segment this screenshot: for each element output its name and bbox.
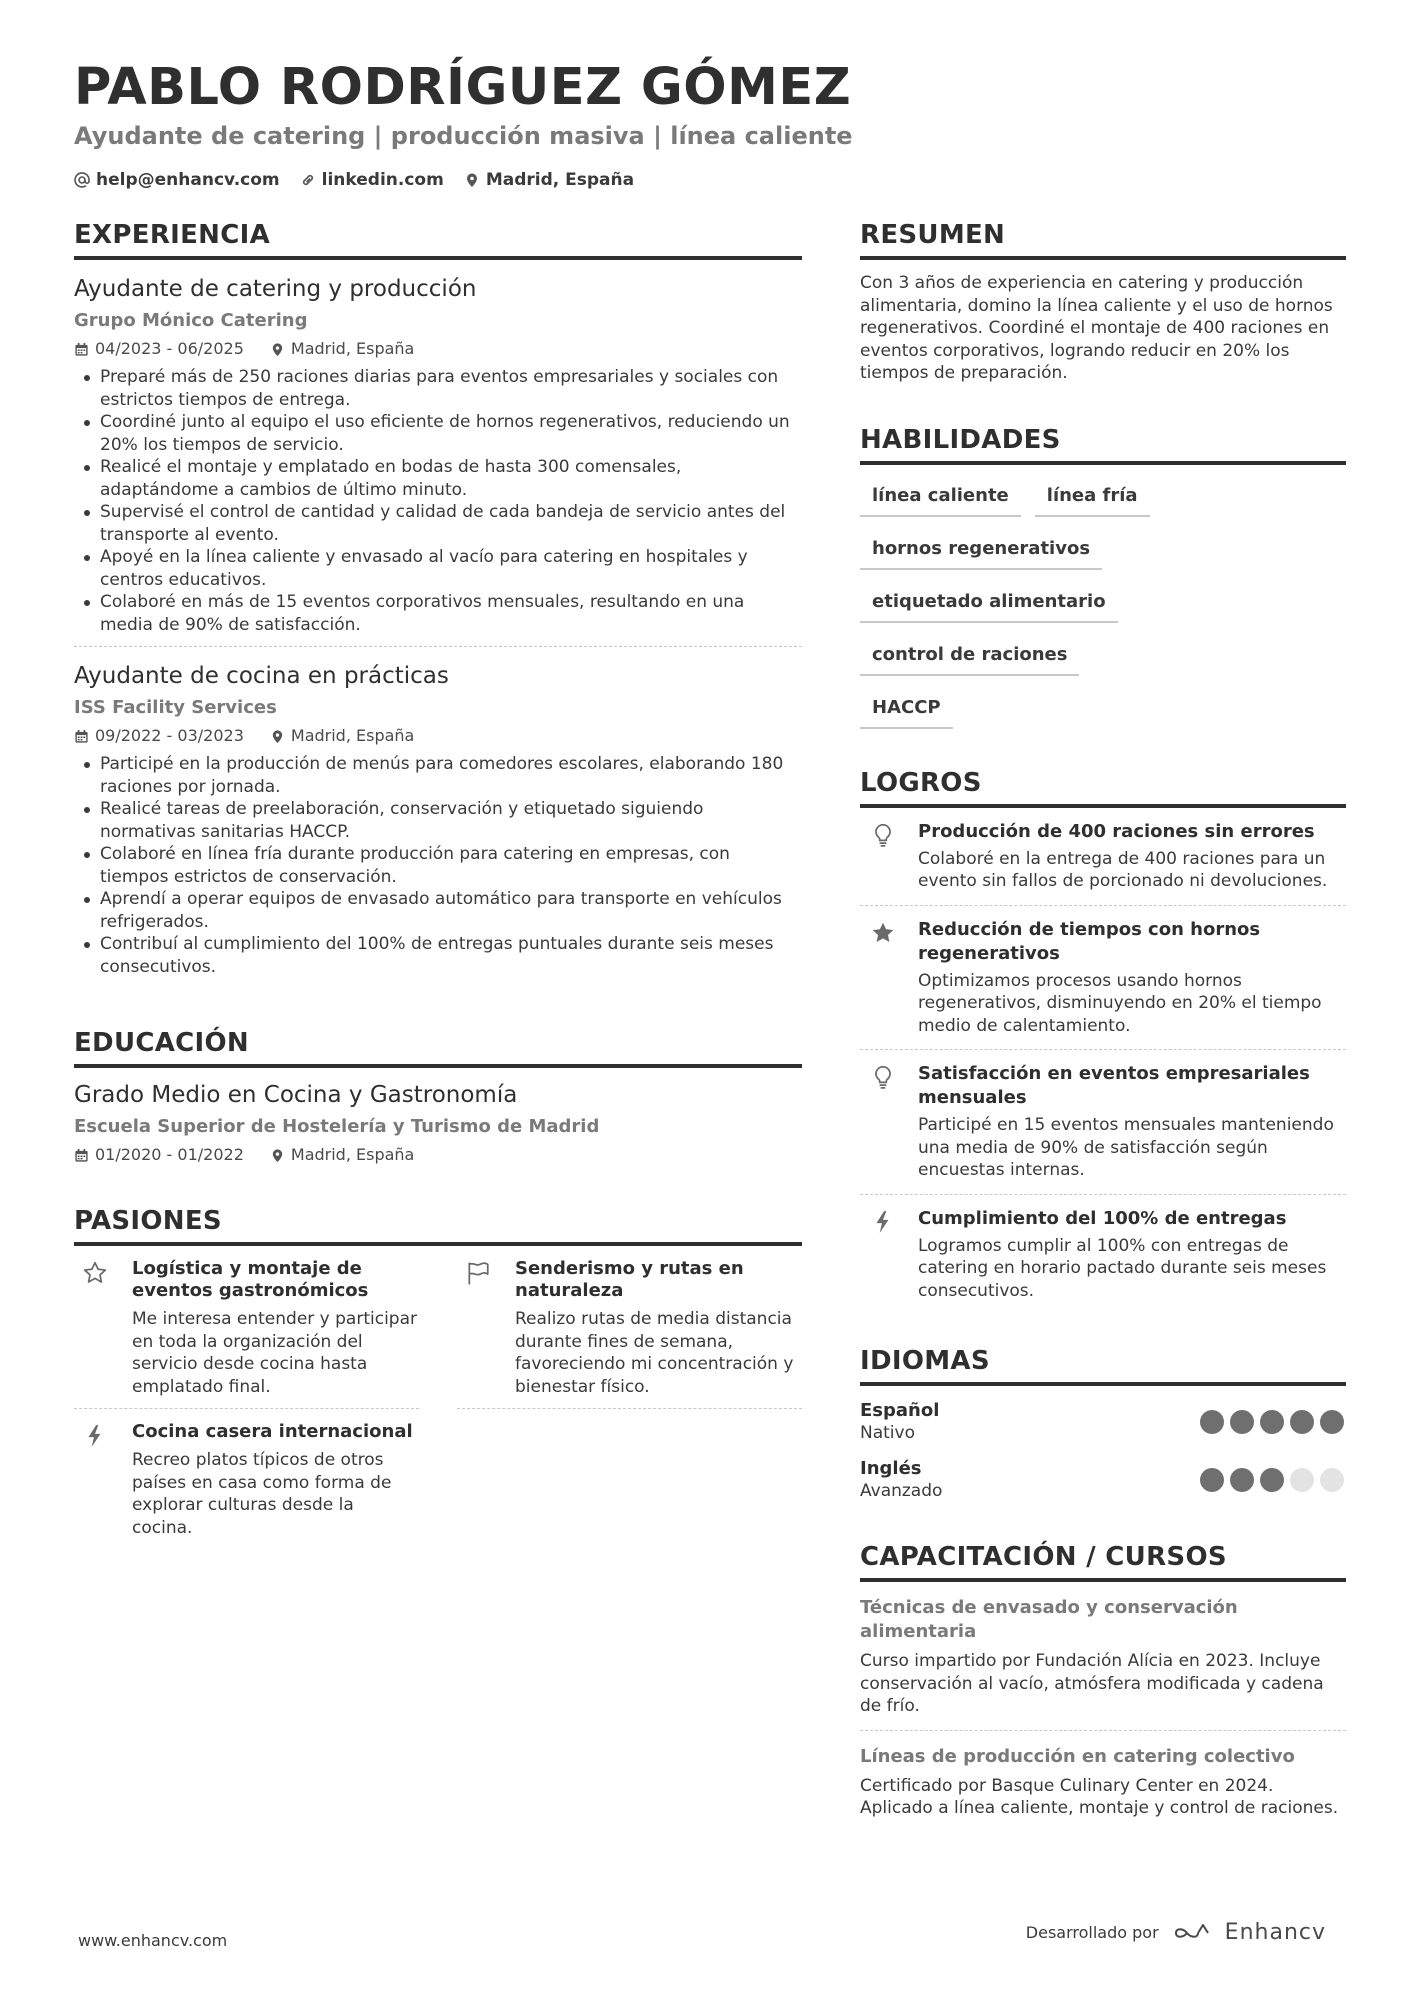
powered-by-text: Desarrollado por: [1025, 1923, 1159, 1942]
degree-title: Grado Medio en Cocina y Gastronomía: [74, 1082, 518, 1108]
achievement-item: [860, 808, 1346, 905]
passion-desc: Recreo platos típicos de otros países en casa como forma de explorar culturas desde la cocina.: [132, 1450, 392, 1538]
star-outline-icon: [82, 1260, 108, 1286]
education-meta: [74, 1144, 802, 1166]
location-pin-icon: [270, 1148, 285, 1163]
achievement-text: [918, 918, 1346, 1038]
passion-text: [515, 1258, 802, 1398]
rating-dot-filled: [1320, 1410, 1344, 1434]
passion-title: Logística y montaje de eventos gastronómicos: [132, 1258, 369, 1301]
email-text: help@enhancv.com: [96, 170, 280, 190]
footer-website[interactable]: www.enhancv.com: [78, 1931, 228, 1950]
achievement-icon-wrap: [870, 1062, 898, 1182]
language-name: Español: [860, 1400, 940, 1421]
course-title: Técnicas de envasado y conservación alimentaria: [860, 1597, 1238, 1642]
achievement-title: Cumplimiento del 100% de entregas: [918, 1207, 1287, 1229]
job-location: [270, 725, 414, 747]
achievement-desc: Participé en 15 eventos mensuales manteniendo una media de 90% de satisfacción según encuestas internas.: [918, 1115, 1334, 1180]
summary-section: [860, 218, 1346, 385]
achievement-text: [918, 1062, 1346, 1182]
achievement-text: [918, 820, 1346, 893]
skill-tag: control de raciones: [860, 638, 1079, 676]
resume-header: [74, 58, 1344, 190]
education-dates-text: 01/2020 - 01/2022: [95, 1145, 244, 1164]
passion-icon-wrap: [82, 1421, 112, 1539]
enhancv-logo[interactable]: [1173, 1920, 1326, 1945]
achievement-desc: Colaboré en la entrega de 400 raciones para un evento sin fallos de porcionado ni devoluciones.: [918, 848, 1328, 891]
location-text: Madrid, España: [485, 170, 635, 190]
at-icon: [74, 172, 90, 188]
section-title-experience: EXPERIENCIA: [74, 218, 802, 260]
job-dates-text: 04/2023 - 06/2025: [95, 339, 244, 358]
bolt-icon: [870, 1209, 896, 1235]
course-desc: Certificado por Basque Culinary Center en 2024. Aplicado a línea caliente, montaje y control de raciones.: [860, 1775, 1339, 1818]
right-column: [860, 218, 1346, 1870]
course-desc: Curso impartido por Fundación Alícia en 2023. Incluye conservación al vacío, atmósfera modificada y cadena de frío.: [860, 1651, 1324, 1716]
bullet-item: Apoyé en la línea caliente y envasado al vacío para catering en hospitales y centros educativos.: [74, 546, 802, 591]
courses-section: [860, 1540, 1346, 1832]
passions-section: [74, 1204, 802, 1549]
rating-dot-filled: [1200, 1468, 1224, 1492]
bullet-item: Preparé más de 250 raciones diarias para eventos empresariales y sociales con estrictos tiempos de entrega.: [74, 366, 802, 411]
candidate-subtitle: Ayudante de catering | producción masiva | línea caliente: [74, 122, 853, 150]
job-title: Ayudante de cocina en prácticas: [74, 663, 449, 689]
contact-location: [464, 170, 634, 190]
contact-email[interactable]: [74, 170, 280, 190]
achievement-icon-wrap: [870, 1207, 898, 1303]
linkedin-text: linkedin.com: [321, 170, 444, 190]
lightbulb-icon: [870, 1064, 896, 1090]
location-pin-icon: [270, 342, 285, 357]
rating-dot-filled: [1230, 1410, 1254, 1434]
section-title-passions: PASIONES: [74, 1204, 802, 1246]
section-title-achievements: LOGROS: [860, 766, 1346, 808]
section-title-education: EDUCACIÓN: [74, 1026, 802, 1068]
rating-dot-filled: [1290, 1410, 1314, 1434]
bullet-item: Realicé el montaje y emplatado en bodas de hasta 300 comensales, adaptándome a cambios de último minuto.: [74, 456, 802, 501]
job-location-text: Madrid, España: [290, 339, 415, 358]
passion-icon-wrap: [82, 1258, 112, 1398]
achievement-title: Producción de 400 raciones sin errores: [918, 820, 1315, 842]
skills-section: [860, 423, 1346, 744]
course-title: Líneas de producción en catering colectivo: [860, 1745, 1295, 1767]
language-level: Nativo: [860, 1423, 915, 1443]
course-item: [860, 1582, 1346, 1730]
education-location-text: Madrid, España: [290, 1145, 415, 1164]
section-title-summary: RESUMEN: [860, 218, 1346, 260]
job-title: Ayudante de catering y producción: [74, 276, 477, 302]
calendar-icon: [74, 342, 89, 357]
language-rating: [1200, 1468, 1344, 1492]
job-bullets: [74, 753, 802, 978]
passion-text: [132, 1421, 419, 1539]
education-section: [74, 1026, 802, 1166]
star-icon: [870, 920, 896, 946]
bullet-item: Realicé tareas de preelaboración, conservación y etiquetado siguiendo normativas sanitarias HACCP.: [74, 798, 802, 843]
calendar-icon: [74, 729, 89, 744]
achievement-item: [860, 1194, 1346, 1315]
achievement-item: [860, 1049, 1346, 1194]
achievement-text: [918, 1207, 1346, 1303]
achievement-desc: Optimizamos procesos usando hornos regenerativos, disminuyendo en 20% el tiempo medio de calentamiento.: [918, 970, 1322, 1036]
language-item: [860, 1458, 1346, 1502]
rating-dot-filled: [1260, 1468, 1284, 1492]
section-title-courses: CAPACITACIÓN / CURSOS: [860, 1540, 1346, 1582]
language-item: [860, 1400, 1346, 1444]
rating-dot-empty: [1290, 1468, 1314, 1492]
bullet-item: Coordiné junto al equipo el uso eficiente de hornos regenerativos, reduciendo un 20% los tiempos de servicio.: [74, 411, 802, 456]
education-dates: [74, 1144, 244, 1166]
summary-text: Con 3 años de experiencia en catering y producción alimentaria, domino la línea caliente y el uso de hornos regenerativos. Coordiné el montaje de 400 raciones en eventos corporativos, logrando reducir en 20% los tiempos de preparación.: [860, 273, 1333, 383]
contact-bar: [74, 170, 1344, 190]
bullet-item: Aprendí a operar equipos de envasado automático para transporte en vehículos refrigerados.: [74, 888, 802, 933]
enhancv-logo-icon: [1173, 1922, 1217, 1944]
skill-tag: hornos regenerativos: [860, 532, 1102, 570]
language-text: [860, 1458, 942, 1502]
passion-title: Senderismo y rutas en naturaleza: [515, 1258, 744, 1301]
achievement-title: Reducción de tiempos con hornos regenerativos: [918, 918, 1261, 964]
passion-item: [74, 1409, 419, 1549]
rating-dot-filled: [1230, 1468, 1254, 1492]
lightbulb-icon: [870, 822, 896, 848]
left-column: [74, 218, 802, 1587]
passion-icon-wrap: [465, 1258, 495, 1398]
achievement-desc: Logramos cumplir al 100% con entregas de catering en horario pactado durante seis meses consecutivos.: [918, 1235, 1327, 1301]
achievement-icon-wrap: [870, 918, 898, 1038]
skill-tag: etiquetado alimentario: [860, 585, 1118, 623]
job-location-text: Madrid, España: [290, 726, 415, 745]
candidate-name: PABLO RODRÍGUEZ GÓMEZ: [74, 58, 852, 117]
passions-grid: [74, 1258, 802, 1549]
passion-item: [74, 1258, 419, 1409]
contact-linkedin[interactable]: [300, 170, 444, 190]
skill-tag: línea caliente: [860, 479, 1021, 517]
calendar-icon: [74, 1148, 89, 1163]
job-entry: [74, 646, 802, 988]
bullet-item: Participé en la producción de menús para comedores escolares, elaborando 180 raciones por jornada.: [74, 753, 802, 798]
footer-branding: [1026, 1920, 1326, 1945]
languages-section: [860, 1344, 1346, 1502]
bolt-icon: [82, 1423, 108, 1449]
bullet-item: Colaboré en línea fría durante producción para catering en empresas, con tiempos estrictos de conservación.: [74, 843, 802, 888]
brand-name: Enhancv: [1224, 1920, 1326, 1945]
job-location: [270, 338, 414, 360]
school-name: Escuela Superior de Hostelería y Turismo de Madrid: [74, 1116, 600, 1137]
rating-dot-filled: [1260, 1410, 1284, 1434]
job-meta: [74, 725, 802, 747]
section-title-languages: IDIOMAS: [860, 1344, 1346, 1386]
achievements-section: [860, 766, 1346, 1315]
achievement-icon-wrap: [870, 820, 898, 893]
job-meta: [74, 338, 802, 360]
job-dates: [74, 725, 244, 747]
language-rating: [1200, 1410, 1344, 1434]
skill-tag: HACCP: [860, 691, 953, 729]
job-company: Grupo Mónico Catering: [74, 310, 308, 331]
education-location: [270, 1144, 414, 1166]
job-dates-text: 09/2022 - 03/2023: [95, 726, 244, 745]
section-title-skills: HABILIDADES: [860, 423, 1346, 465]
experience-section: [74, 218, 802, 988]
skill-tag: línea fría: [1035, 479, 1150, 517]
passion-desc: Me interesa entender y participar en toda la organización del servicio desde cocina hasta emplatado final.: [132, 1309, 417, 1397]
achievement-item: [860, 905, 1346, 1050]
bullet-item: Contribuí al cumplimiento del 100% de entregas puntuales durante seis meses consecutivos.: [74, 933, 802, 978]
location-pin-icon: [270, 729, 285, 744]
achievement-title: Satisfacción en eventos empresariales mensuales: [918, 1063, 1310, 1108]
bullet-item: Colaboré en más de 15 eventos corporativos mensuales, resultando en una media de 90% de satisfacción.: [74, 591, 802, 636]
job-entry: [74, 260, 802, 646]
passion-title: Cocina casera internacional: [132, 1421, 413, 1442]
language-name: Inglés: [860, 1458, 922, 1479]
skills-list: [860, 479, 1346, 744]
passion-desc: Realizo rutas de media distancia durante fines de semana, favoreciendo mi concentración y bienestar físico.: [515, 1309, 794, 1397]
language-text: [860, 1400, 939, 1444]
passion-item: [457, 1258, 802, 1409]
language-level: Avanzado: [860, 1481, 943, 1501]
link-icon: [300, 172, 316, 188]
bullet-item: Supervisé el control de cantidad y calidad de cada bandeja de servicio antes del transporte al evento.: [74, 501, 802, 546]
job-company: ISS Facility Services: [74, 697, 277, 718]
flag-icon: [465, 1260, 491, 1286]
passion-text: [132, 1258, 419, 1398]
job-dates: [74, 338, 244, 360]
job-bullets: [74, 366, 802, 636]
location-pin-icon: [464, 172, 480, 188]
rating-dot-filled: [1200, 1410, 1224, 1434]
course-item: [860, 1730, 1346, 1832]
rating-dot-empty: [1320, 1468, 1344, 1492]
